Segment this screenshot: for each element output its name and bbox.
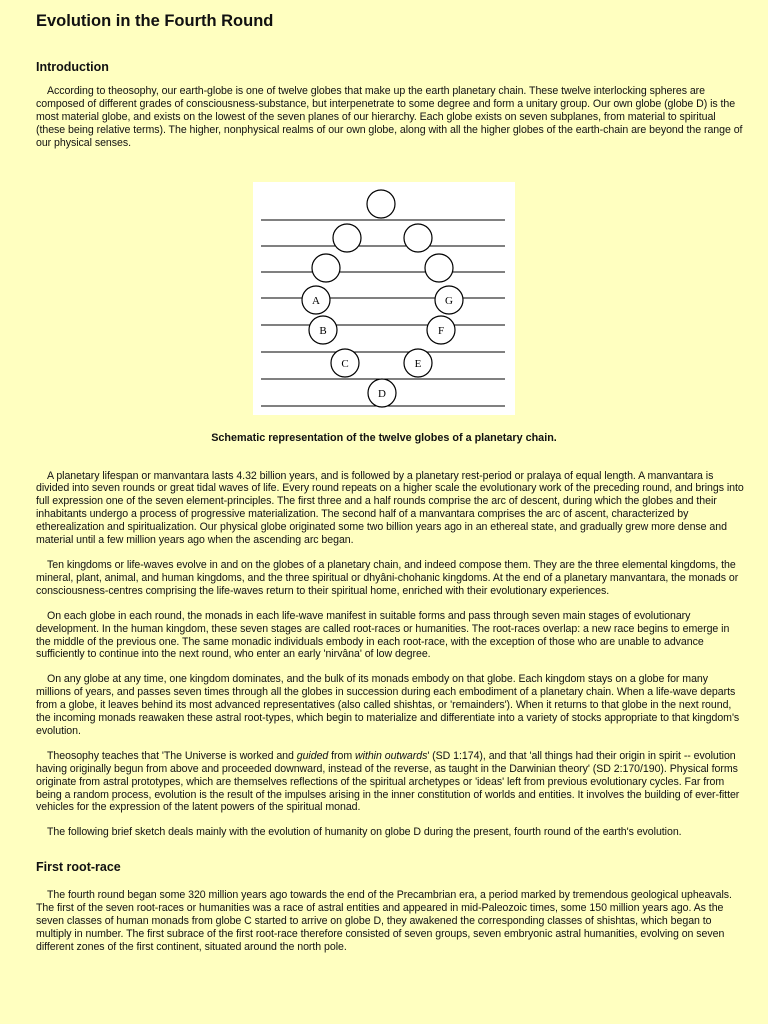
planetary-chain-diagram xyxy=(253,182,515,415)
paragraph-theosophy-teaches xyxy=(36,750,744,815)
intro-paragraph: According to theosophy, our earth-globe is one of twelve globes that make up the earth planetary chain. These twelve interlocking spheres are composed of different grades of consciousness-substance, but interpenetrate to some degree and form a unitary group. Our own globe (globe D) is the most material globe, and exists on the lowest of the seven planes of our hierarchy. Each globe exists on seven subplanes, from material to spiritual (these being relative terms). The higher, nonphysical realms of our own globe, along with all the higher globes of the earth-chain are beyond the range of our physical senses. xyxy=(36,85,743,149)
emphasis-within-outwards: within outwards xyxy=(355,749,428,762)
paragraph-kingdoms: Ten kingdoms or life-waves evolve in and on the globes of a planetary chain, and indeed compose them. They are the three elemental kingdoms, the mineral, plant, animal, and human kingdoms, and the three spiritual or dhyâni-chohanic kingdoms. At the end of a planetary manvantara, the monads or consciousness-centres comprising the life-waves return to their spiritual home, enriched with their evolutionary experiences. xyxy=(36,558,739,597)
globe-mid-right xyxy=(425,254,453,282)
quote-part-3: ' (SD 1:174), and that 'all things had their origin in spirit -- evolution having originally begun from above and proceeded downward, instead of the reverse, as taught in the Darwinian theory' (SD 2:170/190). Physical forms originate from astral prototypes, which are themselves reflections of the spiritual archetypes or 'ideas' left from previous evolutionary cycles. Far from being a random process, evolution is the result of the impulses arising in the inner constitution of worlds and entities. It involves the building of ever-fitter vehicles for the expression of the latent powers of the spiritual monad. xyxy=(36,749,740,814)
globe-label-e: E xyxy=(414,357,422,370)
paragraph-manvantara: A planetary lifespan or manvantara lasts 4.32 billion years, and is followed by a planetary rest-period or pralaya of equal length. A manvantara is divided into seven rounds or great tidal waves of life. Every round repeats on a higher scale the evolutionary work of the preceding round, and brings into full expression one of the seven element-principles. The first three and a half rounds comprise the arc of descent, during which the globes and their inhabitants undergo a process of progressive materialization. The second half of a manvantara comprises the arc of ascent, characterized by etherealization and spiritualization. Our physical globe originated some two billion years ago in an ethereal state, and gradually grew more dense and material until a few million years ago when the ascending arc began. xyxy=(36,469,744,547)
section-heading-first-root-race: First root-race xyxy=(36,860,121,875)
globe-label-c: C xyxy=(341,357,349,370)
paragraph-fourth-round: The fourth round began some 320 million years ago towards the end of the Precambrian era, a period marked by tremendous geological upheavals. The first of the seven root-races or humanities was a race of astral entities and appeared in mid-Paleozoic times, some 150 million years ago. As the seven classes of human monads from globe C started to arrive on globe D, they awakened the corresponding classes of shishtas, which began to multiply in number. The first subrace of the first root-race therefore consisted of seven groups, seven embryonic astral humanities, evolving on seven different zones of the first continent, situated around the north pole. xyxy=(36,889,732,953)
globe-upper-left xyxy=(333,224,361,252)
paragraph-root-races: On each globe in each round, the monads in each life-wave manifest in suitable forms and pass through seven main stages of evolutionary development. In the human kingdom, these seven stages are called root-races or humanities. The root-races overlap: a new race begins to emerge in the middle of the previous one. The same monadic individuals embody in each root-race, with the exception of those who are unable to advance sufficiently to continue into the next round, who enter an early 'nirvâna' of low degree. xyxy=(36,609,730,661)
globe-label-a: A xyxy=(312,294,320,307)
globe-label-d: D xyxy=(378,387,386,400)
section-heading-introduction: Introduction xyxy=(36,60,109,74)
globe-mid-left xyxy=(312,254,340,282)
emphasis-guided: guided xyxy=(296,749,329,762)
figure-caption: Schematic representation of the twelve globes of a planetary chain. xyxy=(211,431,557,444)
globe-label-g: G xyxy=(445,294,453,307)
paragraph-sketch: The following brief sketch deals mainly with the evolution of humanity on globe D during the present, fourth round of the earth's evolution. xyxy=(47,826,682,839)
globe-label-b: B xyxy=(319,324,327,337)
quote-part-1: Theosophy teaches that 'The Universe is worked and xyxy=(47,749,297,762)
plane-lines xyxy=(261,220,505,406)
page-title: Evolution in the Fourth Round xyxy=(36,12,274,30)
paragraph-kingdom-dominance: On any globe at any time, one kingdom dominates, and the bulk of its monads embody on that globe. Each kingdom stays on a globe for many millions of years, and passes seven times through all the globes in succession during each embodiment of a planetary chain. When a life-wave departs from a globe, it leaves behind its most advanced representatives (also called shishtas, or 'remainders'). When it returns to that globe in the next round, the incoming monads reawaken these astral root-types, which begin to materialize and differentiate into a variety of stocks appropriate to that kingdom's evolution. xyxy=(36,673,740,737)
globe-upper-right xyxy=(404,224,432,252)
globe-label-f: F xyxy=(437,324,445,337)
globe-top xyxy=(367,190,395,218)
quote-part-2: from xyxy=(328,749,356,762)
